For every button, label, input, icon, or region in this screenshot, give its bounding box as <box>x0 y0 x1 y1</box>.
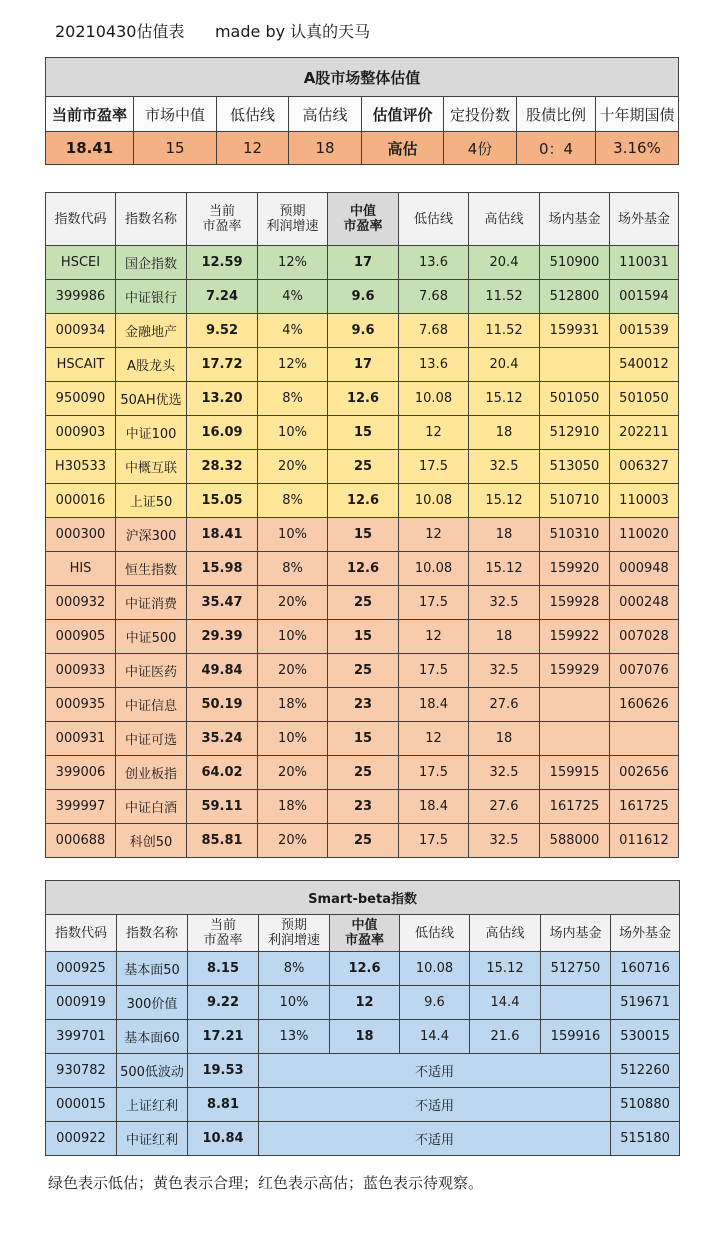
current-pe: 9.22 <box>188 986 259 1020</box>
index-name: 中证红利 <box>117 1122 188 1156</box>
table-row <box>46 416 679 450</box>
median-pe: 12.6 <box>328 552 399 586</box>
table-row <box>46 246 679 280</box>
column-header: 当前 市盈率 <box>187 193 258 246</box>
smart-beta-caption: Smart-beta指数 <box>46 881 680 915</box>
column-header: 场内基金 <box>540 193 610 246</box>
median-pe: 15 <box>328 518 399 552</box>
onsite-fund: 510900 <box>540 246 610 280</box>
current-pe: 29.39 <box>187 620 258 654</box>
offsite-fund: 110020 <box>610 518 679 552</box>
median-pe: 12.6 <box>328 484 399 518</box>
index-code: 000934 <box>46 314 116 348</box>
offsite-fund: 160716 <box>611 952 680 986</box>
current-pe: 50.19 <box>187 688 258 722</box>
high-line: 27.6 <box>469 688 540 722</box>
index-code: 000688 <box>46 824 116 858</box>
index-code: 399986 <box>46 280 116 314</box>
color-legend-note: 绿色表示低估；黄色表示合理；红色表示高估；蓝色表示待观察。 <box>48 1174 484 1192</box>
current-pe: 9.52 <box>187 314 258 348</box>
median-pe: 9.6 <box>328 280 399 314</box>
index-code: 950090 <box>46 382 116 416</box>
not-applicable: 不适用 <box>259 1122 611 1156</box>
expected-growth: 8% <box>258 484 328 518</box>
high-line: 11.52 <box>469 280 540 314</box>
expected-growth: 10% <box>258 416 328 450</box>
table-row <box>46 586 679 620</box>
valuation-rating-value: 高估 <box>362 132 444 165</box>
current-pe: 13.20 <box>187 382 258 416</box>
market-overview-table <box>45 57 679 165</box>
table-row <box>46 552 679 586</box>
low-line: 7.68 <box>399 280 469 314</box>
low-line: 17.5 <box>399 654 469 688</box>
offsite-fund: 530015 <box>611 1020 680 1054</box>
onsite-fund: 159916 <box>541 1020 611 1054</box>
low-line: 10.08 <box>399 382 469 416</box>
high-line: 18 <box>469 722 540 756</box>
low-line: 10.08 <box>399 552 469 586</box>
offsite-fund: 110003 <box>610 484 679 518</box>
author-credit: made by 认真的天马 <box>214 22 371 41</box>
table-row <box>46 620 679 654</box>
current-pe: 28.32 <box>187 450 258 484</box>
current-pe: 15.05 <box>187 484 258 518</box>
current-pe: 7.24 <box>187 280 258 314</box>
table-row <box>46 1020 680 1054</box>
column-header: 预期 利润增速 <box>258 193 328 246</box>
overview-caption: A股市场整体估值 <box>46 58 679 97</box>
median-pe: 15 <box>328 416 399 450</box>
index-name: 中证500 <box>116 620 187 654</box>
index-name: 上证50 <box>116 484 187 518</box>
index-code: 000935 <box>46 688 116 722</box>
onsite-fund: 510310 <box>540 518 610 552</box>
index-name: 中概互联 <box>116 450 187 484</box>
low-line-value: 12 <box>217 132 289 165</box>
column-header: 指数代码 <box>46 193 116 246</box>
index-name: 国企指数 <box>116 246 187 280</box>
low-line: 12 <box>399 620 469 654</box>
index-code: 000922 <box>46 1122 117 1156</box>
high-line: 11.52 <box>469 314 540 348</box>
table-row <box>46 518 679 552</box>
expected-growth: 8% <box>258 552 328 586</box>
overview-header: 高估线 <box>289 97 362 132</box>
table-row <box>46 484 679 518</box>
offsite-fund: 002656 <box>610 756 679 790</box>
index-name: 中证100 <box>116 416 187 450</box>
index-code: HSCAIT <box>46 348 116 382</box>
median-pe: 15 <box>328 722 399 756</box>
onsite-fund: 159915 <box>540 756 610 790</box>
table-row <box>46 986 680 1020</box>
high-line: 15.12 <box>470 952 541 986</box>
median-pe: 25 <box>328 756 399 790</box>
table-row <box>46 1088 680 1122</box>
high-line: 32.5 <box>469 824 540 858</box>
current-pe: 19.53 <box>188 1054 259 1088</box>
expected-growth: 8% <box>259 952 330 986</box>
offsite-fund: 519671 <box>611 986 680 1020</box>
median-pe: 25 <box>328 824 399 858</box>
median-pe: 18 <box>330 1020 400 1054</box>
low-line: 7.68 <box>399 314 469 348</box>
index-name: 中证银行 <box>116 280 187 314</box>
current-pe: 85.81 <box>187 824 258 858</box>
index-name: 创业板指 <box>116 756 187 790</box>
index-code: 000905 <box>46 620 116 654</box>
high-line: 15.12 <box>469 382 540 416</box>
high-line: 27.6 <box>469 790 540 824</box>
median-pe: 23 <box>328 688 399 722</box>
index-name: 基本面50 <box>117 952 188 986</box>
low-line: 13.6 <box>399 246 469 280</box>
column-header: 低估线 <box>400 915 470 952</box>
header-row <box>46 915 680 952</box>
current-pe: 35.24 <box>187 722 258 756</box>
median-pe: 12.6 <box>328 382 399 416</box>
index-code: HSCEI <box>46 246 116 280</box>
median-pe: 25 <box>328 586 399 620</box>
stock-bond-ratio-value: 0：4 <box>517 132 596 165</box>
not-applicable: 不适用 <box>259 1088 611 1122</box>
current-pe: 35.47 <box>187 586 258 620</box>
current-pe: 59.11 <box>187 790 258 824</box>
low-line: 12 <box>399 518 469 552</box>
date-title: 20210430估值表 <box>55 22 185 41</box>
offsite-fund: 006327 <box>610 450 679 484</box>
offsite-fund: 001539 <box>610 314 679 348</box>
column-header: 场内基金 <box>541 915 611 952</box>
table-row <box>46 688 679 722</box>
overview-header: 低估线 <box>217 97 289 132</box>
index-name: 恒生指数 <box>116 552 187 586</box>
index-name: 沪深300 <box>116 518 187 552</box>
high-line: 18 <box>469 518 540 552</box>
onsite-fund: 510880 <box>611 1088 680 1122</box>
table-row <box>46 1122 680 1156</box>
expected-growth: 4% <box>258 314 328 348</box>
column-header: 指数代码 <box>46 915 117 952</box>
current-pe: 17.21 <box>188 1020 259 1054</box>
onsite-fund: 512750 <box>541 952 611 986</box>
offsite-fund: 161725 <box>610 790 679 824</box>
median-pe: 12 <box>330 986 400 1020</box>
onsite-fund <box>540 688 610 722</box>
low-line: 10.08 <box>400 952 470 986</box>
expected-growth: 20% <box>258 756 328 790</box>
median-pe: 9.6 <box>328 314 399 348</box>
median-pe: 17 <box>328 348 399 382</box>
offsite-fund: 540012 <box>610 348 679 382</box>
current-pe: 17.72 <box>187 348 258 382</box>
low-line: 14.4 <box>400 1020 470 1054</box>
table-row <box>46 314 679 348</box>
median-pe: 23 <box>328 790 399 824</box>
offsite-fund: 160626 <box>610 688 679 722</box>
overview-header: 股债比例 <box>517 97 596 132</box>
onsite-fund: 512910 <box>540 416 610 450</box>
low-line: 12 <box>399 722 469 756</box>
expected-growth: 10% <box>258 620 328 654</box>
onsite-fund <box>540 348 610 382</box>
onsite-fund: 515180 <box>611 1122 680 1156</box>
index-code: HIS <box>46 552 116 586</box>
column-header: 高估线 <box>469 193 540 246</box>
index-name: 金融地产 <box>116 314 187 348</box>
overview-header: 定投份数 <box>444 97 517 132</box>
index-name: 300价值 <box>117 986 188 1020</box>
index-code: 000925 <box>46 952 117 986</box>
expected-growth: 10% <box>258 722 328 756</box>
current-pe-value: 18.41 <box>46 132 134 165</box>
low-line: 9.6 <box>400 986 470 1020</box>
expected-growth: 10% <box>259 986 330 1020</box>
table-row <box>46 824 679 858</box>
offsite-fund: 001594 <box>610 280 679 314</box>
table-row <box>46 280 679 314</box>
current-pe: 8.81 <box>188 1088 259 1122</box>
high-line: 15.12 <box>469 484 540 518</box>
index-name: 中证白酒 <box>116 790 187 824</box>
index-code: 000300 <box>46 518 116 552</box>
current-pe: 12.59 <box>187 246 258 280</box>
current-pe: 64.02 <box>187 756 258 790</box>
median-pe: 25 <box>328 450 399 484</box>
low-line: 17.5 <box>399 756 469 790</box>
high-line: 15.12 <box>469 552 540 586</box>
expected-growth: 20% <box>258 654 328 688</box>
table-row <box>46 450 679 484</box>
high-line-value: 18 <box>289 132 362 165</box>
expected-growth: 12% <box>258 348 328 382</box>
current-pe: 10.84 <box>188 1122 259 1156</box>
low-line: 18.4 <box>399 790 469 824</box>
index-code: 000016 <box>46 484 116 518</box>
expected-growth: 20% <box>258 450 328 484</box>
index-code: 399006 <box>46 756 116 790</box>
expected-growth: 10% <box>258 518 328 552</box>
overview-header: 市场中值 <box>134 97 217 132</box>
overview-header: 估值评价 <box>362 97 444 132</box>
index-name: 中证医药 <box>116 654 187 688</box>
offsite-fund: 011612 <box>610 824 679 858</box>
column-header: 当前 市盈率 <box>188 915 259 952</box>
high-line: 20.4 <box>469 246 540 280</box>
index-name: A股龙头 <box>116 348 187 382</box>
investment-shares-value: 4份 <box>444 132 517 165</box>
page-title <box>55 19 370 42</box>
current-pe: 49.84 <box>187 654 258 688</box>
treasury-yield-value: 3.16% <box>596 132 679 165</box>
header-row <box>46 193 679 246</box>
low-line: 18.4 <box>399 688 469 722</box>
index-name: 中证消费 <box>116 586 187 620</box>
index-name: 基本面60 <box>117 1020 188 1054</box>
low-line: 17.5 <box>399 450 469 484</box>
low-line: 12 <box>399 416 469 450</box>
onsite-fund: 161725 <box>540 790 610 824</box>
offsite-fund: 007028 <box>610 620 679 654</box>
offsite-fund: 000948 <box>610 552 679 586</box>
column-header: 场外基金 <box>611 915 680 952</box>
index-code: 000015 <box>46 1088 117 1122</box>
column-header: 指数名称 <box>116 193 187 246</box>
column-header: 中值 市盈率 <box>328 193 399 246</box>
expected-growth: 8% <box>258 382 328 416</box>
column-header: 高估线 <box>470 915 541 952</box>
onsite-fund: 501050 <box>540 382 610 416</box>
index-code: H30533 <box>46 450 116 484</box>
index-code: 000931 <box>46 722 116 756</box>
expected-growth: 20% <box>258 586 328 620</box>
column-header: 中值 市盈率 <box>330 915 400 952</box>
overview-header: 十年期国债 <box>596 97 679 132</box>
index-code: 000933 <box>46 654 116 688</box>
table-row <box>46 654 679 688</box>
expected-growth: 20% <box>258 824 328 858</box>
current-pe: 15.98 <box>187 552 258 586</box>
onsite-fund: 159931 <box>540 314 610 348</box>
table-row <box>46 722 679 756</box>
table-row <box>46 382 679 416</box>
low-line: 17.5 <box>399 586 469 620</box>
high-line: 18 <box>469 416 540 450</box>
expected-growth: 18% <box>258 688 328 722</box>
high-line: 32.5 <box>469 450 540 484</box>
high-line: 21.6 <box>470 1020 541 1054</box>
onsite-fund: 512800 <box>540 280 610 314</box>
offsite-fund: 007076 <box>610 654 679 688</box>
high-line: 20.4 <box>469 348 540 382</box>
median-pe: 15 <box>328 620 399 654</box>
onsite-fund: 513050 <box>540 450 610 484</box>
column-header: 指数名称 <box>117 915 188 952</box>
index-name: 500低波动 <box>117 1054 188 1088</box>
median-pe: 12.6 <box>330 952 400 986</box>
index-code: 000903 <box>46 416 116 450</box>
index-code: 000919 <box>46 986 117 1020</box>
market-median-value: 15 <box>134 132 217 165</box>
median-pe: 17 <box>328 246 399 280</box>
table-row <box>46 1054 680 1088</box>
index-code: 000932 <box>46 586 116 620</box>
current-pe: 8.15 <box>188 952 259 986</box>
current-pe: 16.09 <box>187 416 258 450</box>
high-line: 32.5 <box>469 586 540 620</box>
expected-growth: 12% <box>258 246 328 280</box>
table-row <box>46 756 679 790</box>
overview-header: 当前市盈率 <box>46 97 134 132</box>
onsite-fund: 512260 <box>611 1054 680 1088</box>
index-code: 399701 <box>46 1020 117 1054</box>
offsite-fund: 501050 <box>610 382 679 416</box>
low-line: 13.6 <box>399 348 469 382</box>
index-name: 50AH优选 <box>116 382 187 416</box>
column-header: 低估线 <box>399 193 469 246</box>
index-code: 399997 <box>46 790 116 824</box>
index-name: 中证可选 <box>116 722 187 756</box>
offsite-fund: 202211 <box>610 416 679 450</box>
index-name: 科创50 <box>116 824 187 858</box>
offsite-fund: 110031 <box>610 246 679 280</box>
onsite-fund: 159929 <box>540 654 610 688</box>
offsite-fund: 000248 <box>610 586 679 620</box>
table-row <box>46 790 679 824</box>
expected-growth: 18% <box>258 790 328 824</box>
onsite-fund <box>541 986 611 1020</box>
current-pe: 18.41 <box>187 518 258 552</box>
onsite-fund: 159928 <box>540 586 610 620</box>
median-pe: 25 <box>328 654 399 688</box>
onsite-fund: 159922 <box>540 620 610 654</box>
table-row <box>46 952 680 986</box>
high-line: 14.4 <box>470 986 541 1020</box>
expected-growth: 4% <box>258 280 328 314</box>
index-code: 930782 <box>46 1054 117 1088</box>
onsite-fund <box>540 722 610 756</box>
column-header: 预期 利润增速 <box>259 915 330 952</box>
high-line: 32.5 <box>469 756 540 790</box>
smart-beta-table <box>45 880 680 1156</box>
onsite-fund: 588000 <box>540 824 610 858</box>
expected-growth: 13% <box>259 1020 330 1054</box>
high-line: 32.5 <box>469 654 540 688</box>
not-applicable: 不适用 <box>259 1054 611 1088</box>
column-header: 场外基金 <box>610 193 679 246</box>
onsite-fund: 159920 <box>540 552 610 586</box>
index-name: 中证信息 <box>116 688 187 722</box>
index-valuation-table <box>45 192 679 858</box>
offsite-fund <box>610 722 679 756</box>
high-line: 18 <box>469 620 540 654</box>
onsite-fund: 510710 <box>540 484 610 518</box>
table-row <box>46 348 679 382</box>
low-line: 10.08 <box>399 484 469 518</box>
index-name: 上证红利 <box>117 1088 188 1122</box>
low-line: 17.5 <box>399 824 469 858</box>
